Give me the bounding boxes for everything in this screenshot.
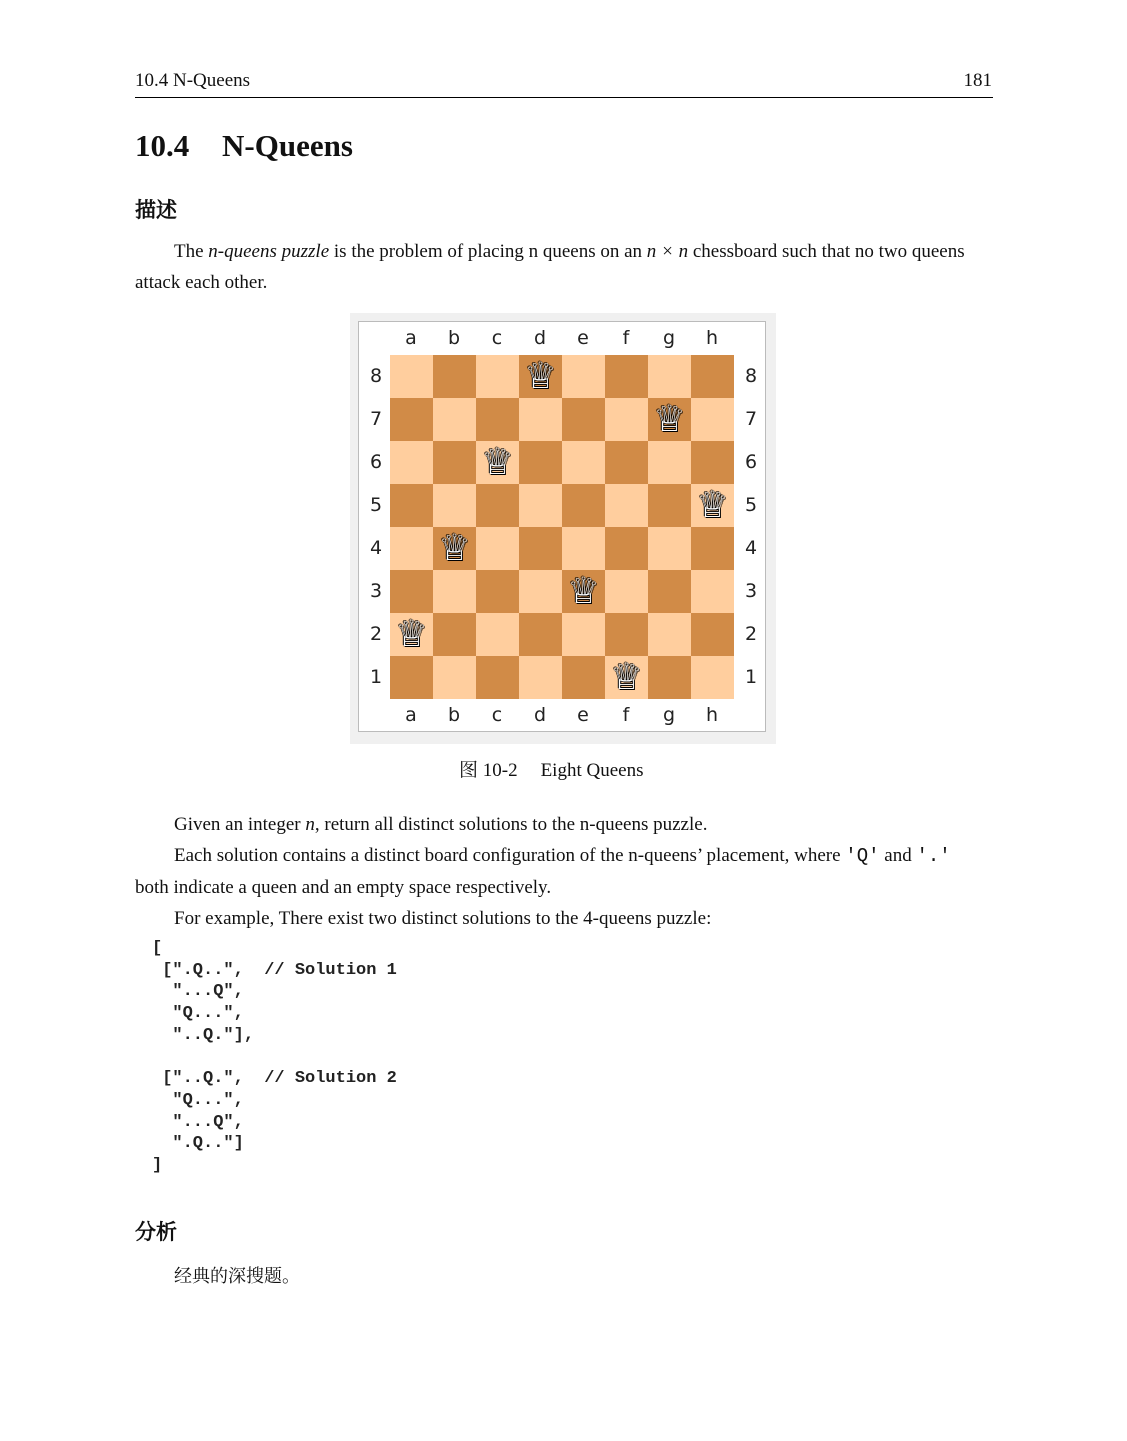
queen-icon: ♕ [653,399,686,440]
square-a4 [390,527,433,570]
queen-icon: ♕ [567,571,600,612]
file-label-bottom: b [447,704,461,726]
file-label-bottom: a [405,704,417,726]
rank-label-left: 6 [369,451,383,473]
square-a3 [390,570,433,613]
square-e6 [562,441,605,484]
file-label-bottom: g [662,704,676,726]
square-b7 [433,398,476,441]
square-b1 [433,656,476,699]
file-label-top: d [533,327,547,349]
text: is the problem of placing n queens on an [329,241,647,262]
code-inline: 'Q' [845,845,880,867]
square-f3 [605,570,648,613]
description-heading: 描述 [135,198,177,222]
file-label-top: a [405,327,417,349]
section-title-text: N-Queens [222,128,353,163]
square-d2 [519,613,562,656]
square-f2 [605,613,648,656]
code-block: [ [".Q..", // Solution 1 "...Q", "Q...", "..Q."], ["..Q.", // Solution 2 "Q...", "...Q", ".Q.."] ] [152,939,397,1176]
running-header-section: 10.4 N-Queens [135,70,251,91]
square-d3 [519,570,562,613]
analysis-heading: 分析 [135,1220,177,1244]
file-label-top: g [662,327,676,349]
text: The [174,241,209,262]
square-e1 [562,656,605,699]
section-number: 10.4 [135,128,190,163]
square-h6 [691,441,734,484]
square-e2 [562,613,605,656]
square-b3 [433,570,476,613]
rank-label-left: 8 [369,365,383,387]
code-inline: '.' [916,845,951,867]
queen-icon: ♕ [395,614,428,655]
text: , return all distinct solutions to the n-queens puzzle. [314,814,708,835]
math: n × n [646,241,689,262]
file-label-top: e [577,327,589,349]
square-h1 [691,656,734,699]
queen-icon: ♕ [610,657,643,698]
square-g1 [648,656,691,699]
file-label-bottom: c [491,704,503,726]
queen-icon: ♕ [524,356,557,397]
square-g3 [648,570,691,613]
rank-label-left: 1 [369,666,383,688]
file-label-top: h [705,327,719,349]
queen-icon: ♕ [696,485,729,526]
square-d4 [519,527,562,570]
square-f7 [605,398,648,441]
file-label-top: f [622,327,630,349]
square-d6 [519,441,562,484]
file-label-bottom: e [577,704,589,726]
file-label-bottom: h [705,704,719,726]
square-g4 [648,527,691,570]
figure-caption [459,755,643,786]
square-c5 [476,484,519,527]
rank-label-right: 7 [744,408,758,430]
square-b5 [433,484,476,527]
square-c1 [476,656,519,699]
queen-icon: ♕ [438,528,471,569]
square-g8 [648,355,691,398]
rank-label-right: 6 [744,451,758,473]
rank-label-right: 5 [744,494,758,516]
file-label-top: c [491,327,503,349]
square-e7 [562,398,605,441]
square-d7 [519,398,562,441]
text: both indicate a queen and an empty space respectively. [135,877,552,898]
square-g2 [648,613,691,656]
rank-label-left: 7 [369,408,383,430]
square-h4 [691,527,734,570]
header-rule [135,97,993,98]
intro-paragraph [135,236,995,298]
square-e4 [562,527,605,570]
square-c4 [476,527,519,570]
square-a1 [390,656,433,699]
square-g5 [648,484,691,527]
rank-label-right: 2 [744,623,758,645]
square-c3 [476,570,519,613]
text: attack each other. [135,272,268,293]
paragraph-example: For example, There exist two distinct solutions to the 4-queens puzzle: [174,908,712,929]
square-c2 [476,613,519,656]
analysis-text: 经典的深搜题。 [174,1266,300,1287]
page-number: 181 [963,70,992,91]
square-a6 [390,441,433,484]
paragraph-given [174,809,707,840]
square-b8 [433,355,476,398]
square-g6 [648,441,691,484]
square-e8 [562,355,605,398]
rank-label-left: 2 [369,623,383,645]
term: n-queens puzzle [208,241,330,262]
caption-text: Eight Queens [540,760,644,781]
text: and [879,845,917,866]
math: n [305,814,315,835]
square-a8 [390,355,433,398]
text: chessboard such that no two queens [688,241,965,262]
rank-label-right: 8 [744,365,758,387]
square-f4 [605,527,648,570]
rank-label-right: 1 [744,666,758,688]
square-f5 [605,484,648,527]
square-h7 [691,398,734,441]
text: Each solution contains a distinct board configuration of the n-queens’ placement, where [174,845,846,866]
square-h8 [691,355,734,398]
square-a7 [390,398,433,441]
text: Given an integer [174,814,306,835]
file-label-bottom: f [622,704,630,726]
square-d5 [519,484,562,527]
rank-label-left: 5 [369,494,383,516]
square-c7 [476,398,519,441]
square-h2 [691,613,734,656]
square-f6 [605,441,648,484]
rank-label-left: 4 [369,537,383,559]
paragraph-solution [135,840,995,903]
rank-label-right: 3 [744,580,758,602]
caption-label: 图 10-2 [459,760,518,781]
file-label-bottom: d [533,704,547,726]
square-f8 [605,355,648,398]
square-e5 [562,484,605,527]
file-label-top: b [447,327,461,349]
rank-label-left: 3 [369,580,383,602]
square-h3 [691,570,734,613]
square-a5 [390,484,433,527]
section-title [135,128,353,164]
queen-icon: ♕ [481,442,514,483]
rank-label-right: 4 [744,537,758,559]
square-b2 [433,613,476,656]
square-c8 [476,355,519,398]
square-d1 [519,656,562,699]
square-b6 [433,441,476,484]
